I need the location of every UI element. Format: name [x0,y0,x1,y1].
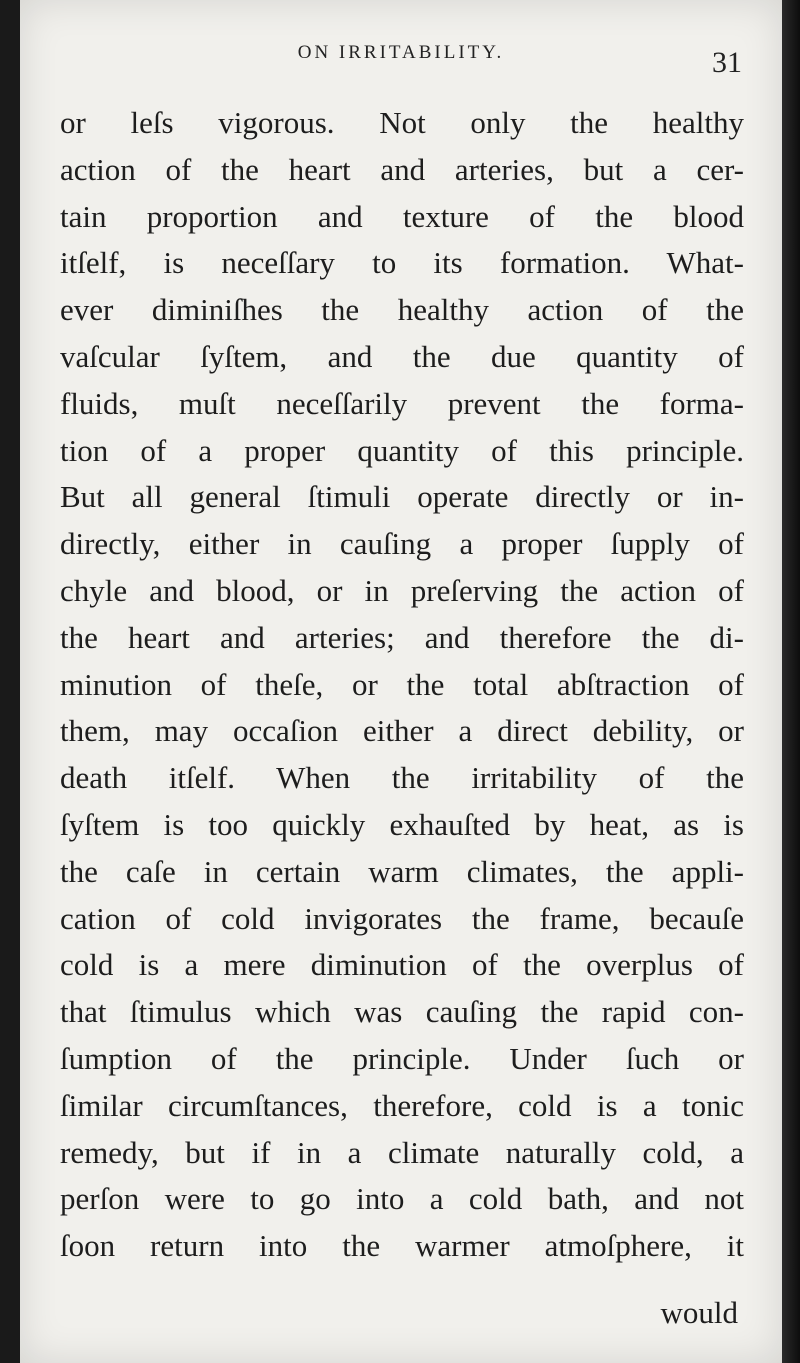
text-line: perſon were to go into a cold bath, and not [60,1181,744,1217]
text-line: ſumption of the principle. Under ſuch or [60,1040,744,1076]
text-line: death itſelf. When the irritability of the [60,760,744,796]
catchword: would [660,1295,738,1330]
text-line: cation of cold invigorates the frame, becauſe [60,900,744,936]
running-head: ON IRRITABILITY. [297,42,505,63]
text-line: fluids, muſt neceſſarily prevent the forma- [60,385,744,421]
text-line: the heart and arteries; and therefore the di- [60,619,744,655]
text-line: vaſcular ſyſtem, and the due quantity of [60,338,744,374]
text-line: directly, either in cauſing a proper ſupply of [60,526,744,562]
text-line: ſimilar circumſtances, therefore, cold is a tonic [60,1087,744,1123]
text-line: them, may occaſion either a direct debility, or [60,713,744,749]
text-line: itſelf, is neceſſary to its formation. What- [60,245,744,281]
body-text [60,100,744,1270]
page-number: 31 [712,46,742,79]
text-line: the caſe in certain warm climates, the appli- [60,853,744,889]
text-line: ſyſtem is too quickly exhauſted by heat, as is [60,806,744,842]
text-line: tion of a proper quantity of this principle. [60,432,744,468]
text-line: chyle and blood, or in preſerving the action of [60,572,744,608]
text-line: cold is a mere diminution of the overplus of [60,947,744,983]
text-line: remedy, but if in a climate naturally cold, a [60,1134,744,1170]
page-edge-shadow [782,0,800,1363]
text-line: But all general ſtimuli operate directly or in- [60,479,744,515]
text-line: minution of theſe, or the total abſtraction of [60,666,744,702]
book-page [20,0,782,1363]
text-line: or leſs vigorous. Not only the healthy [60,105,744,140]
text-line: ever diminiſhes the healthy action of the [60,292,744,328]
text-line: tain proportion and texture of the blood [60,198,744,234]
text-line: ſoon return into the warmer atmoſphere, it [60,1228,744,1264]
text-line: action of the heart and arteries, but a cer- [60,151,744,187]
text-line: that ſtimulus which was cauſing the rapid con- [60,994,744,1030]
